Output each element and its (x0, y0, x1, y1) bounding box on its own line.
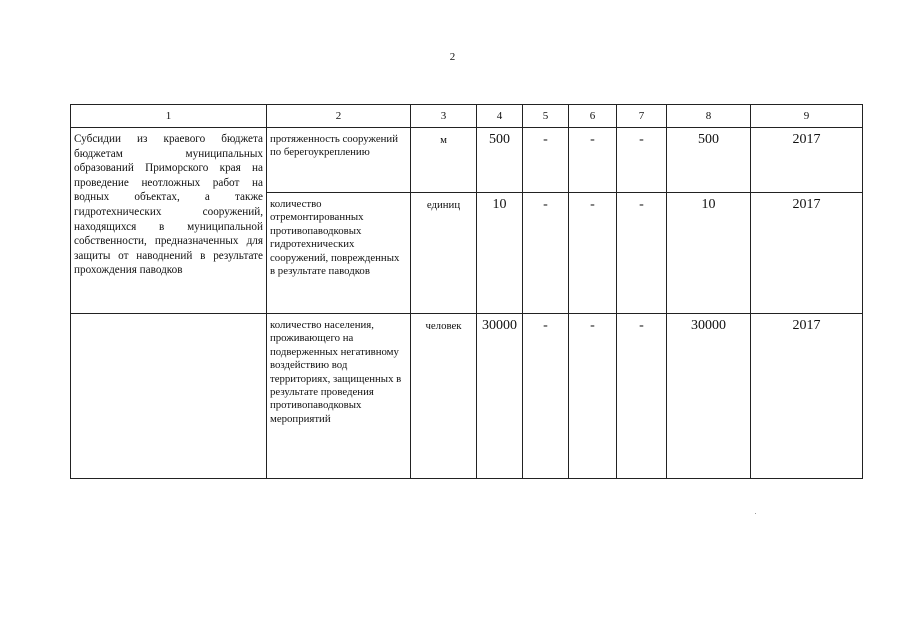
indicator-cell: протяженность сооружений по берегоукреплению (267, 128, 411, 193)
scan-speck (755, 513, 756, 514)
value-cell-col4: 500 (477, 128, 523, 193)
value-cell-col4: 30000 (477, 314, 523, 479)
header-col-6: 6 (569, 105, 617, 128)
header-col-2: 2 (267, 105, 411, 128)
value-cell-col6: - (569, 193, 617, 314)
value-cell-col7: - (617, 193, 667, 314)
indicator-cell: количество отремонтированных противопаводковых гидротехнических сооружений, поврежденных в результате паводков (267, 193, 411, 314)
header-col-3: 3 (411, 105, 477, 128)
empty-purpose-cell (71, 314, 267, 479)
value-cell-col5: - (523, 193, 569, 314)
value-cell-col6: - (569, 314, 617, 479)
subsidy-purpose-cell: Субсидии из краевого бюджета бюджетам муниципальных образований Приморского края на проведение неотложных работ на водных объектах, а также гидротехнических сооружений, находящихся в муниципальной собственности, предназначенных для защиты от наводнений в результате прохождения паводков (71, 128, 267, 314)
unit-cell: единиц (411, 193, 477, 314)
header-col-4: 4 (477, 105, 523, 128)
header-col-9: 9 (751, 105, 863, 128)
unit-cell: м (411, 128, 477, 193)
value-cell-col5: - (523, 314, 569, 479)
value-cell-col7: - (617, 128, 667, 193)
year-cell: 2017 (751, 128, 863, 193)
header-col-5: 5 (523, 105, 569, 128)
unit-cell: человек (411, 314, 477, 479)
header-col-1: 1 (71, 105, 267, 128)
year-cell: 2017 (751, 314, 863, 479)
indicators-table (70, 104, 863, 479)
value-cell-col8: 30000 (667, 314, 751, 479)
page-number: 2 (449, 51, 456, 63)
value-cell-col4: 10 (477, 193, 523, 314)
value-cell-col7: - (617, 314, 667, 479)
table-row (71, 128, 863, 193)
value-cell-col8: 10 (667, 193, 751, 314)
table-row (71, 314, 863, 479)
value-cell-col6: - (569, 128, 617, 193)
header-col-7: 7 (617, 105, 667, 128)
header-col-8: 8 (667, 105, 751, 128)
value-cell-col8: 500 (667, 128, 751, 193)
year-cell: 2017 (751, 193, 863, 314)
indicator-cell: количество населения, проживающего на подверженных негативному воздействию вод территориях, защищенных в результате проведения противопаводковых мероприятий (267, 314, 411, 479)
value-cell-col5: - (523, 128, 569, 193)
header-row (71, 105, 863, 128)
